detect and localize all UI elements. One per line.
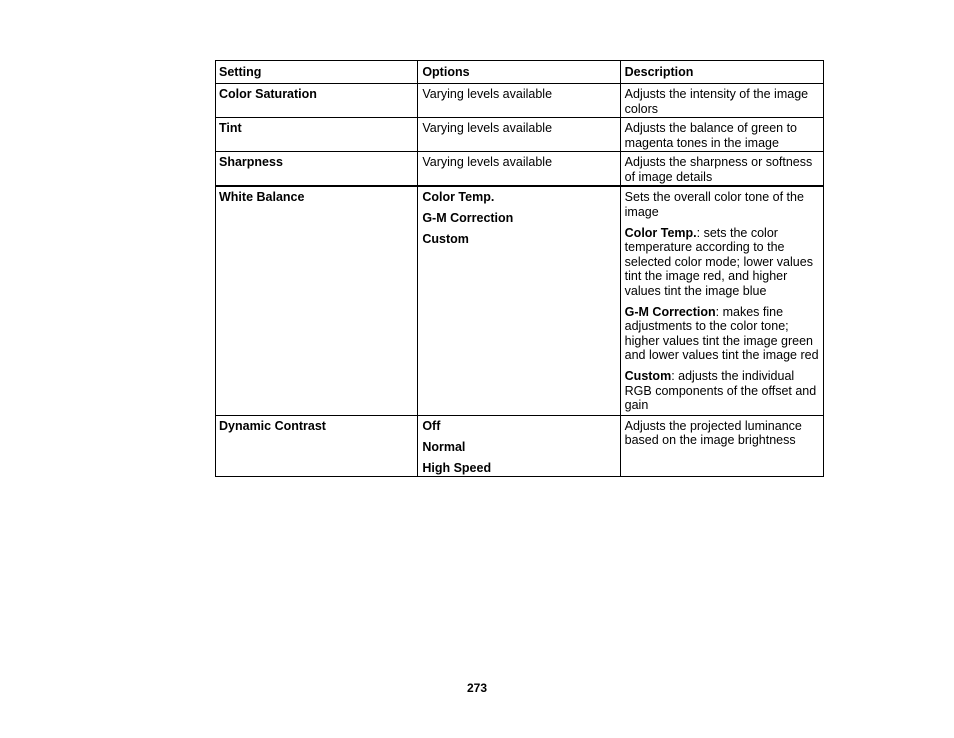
detail-text: : adjusts the individual RGB components of the offset and gain bbox=[624, 369, 817, 412]
option-item: High Speed bbox=[422, 460, 492, 475]
detail-term: G-M Correction bbox=[624, 304, 716, 319]
table-header-row bbox=[216, 61, 824, 84]
description-cell: Adjusts the sharpness or softness of image details bbox=[620, 152, 823, 187]
setting-cell: White Balance bbox=[216, 186, 418, 415]
options-cell bbox=[418, 415, 620, 477]
setting-cell: Dynamic Contrast bbox=[216, 415, 418, 477]
table-row-white-balance bbox=[216, 186, 824, 415]
options-cell bbox=[418, 186, 620, 415]
options-cell: Varying levels available bbox=[418, 152, 620, 187]
description-cell: Adjusts the intensity of the image colors bbox=[620, 84, 823, 118]
header-setting: Setting bbox=[216, 61, 418, 84]
table-row-dynamic-contrast bbox=[216, 415, 824, 477]
setting-cell: Tint bbox=[216, 118, 418, 152]
detail-term: Color Temp. bbox=[624, 225, 697, 240]
setting-cell: Sharpness bbox=[216, 152, 418, 187]
settings-table bbox=[215, 60, 824, 477]
detail-text: : sets the color temperature according to the selected color mode; lower values tint the image red, and higher values tint the image blue bbox=[624, 225, 813, 298]
option-item: Color Temp. bbox=[422, 190, 495, 204]
description-detail bbox=[625, 369, 820, 413]
setting-cell: Color Saturation bbox=[216, 84, 418, 118]
description-detail bbox=[625, 226, 820, 299]
table-row-color-saturation bbox=[216, 84, 824, 118]
option-item: Custom bbox=[422, 232, 469, 246]
description-intro: Sets the overall color tone of the image bbox=[624, 190, 804, 219]
options-cell: Varying levels available bbox=[418, 118, 620, 152]
description-detail bbox=[625, 305, 820, 363]
options-cell: Varying levels available bbox=[418, 84, 620, 118]
detail-text: : makes fine adjustments to the color tone; higher values tint the image green and lower values tint the image red bbox=[624, 304, 819, 362]
description-cell bbox=[620, 186, 823, 415]
table-row-tint bbox=[216, 118, 824, 152]
option-item: Normal bbox=[422, 439, 466, 454]
detail-term: Custom bbox=[624, 369, 672, 383]
description-cell: Adjusts the projected luminance based on the image brightness bbox=[620, 415, 823, 477]
page-number: 273 bbox=[466, 681, 488, 695]
option-item: Off bbox=[422, 418, 441, 433]
option-item: G-M Correction bbox=[422, 211, 514, 225]
header-description: Description bbox=[620, 61, 823, 84]
table-row-sharpness bbox=[216, 152, 824, 187]
header-options: Options bbox=[418, 61, 620, 84]
description-cell: Adjusts the balance of green to magenta tones in the image bbox=[620, 118, 823, 152]
